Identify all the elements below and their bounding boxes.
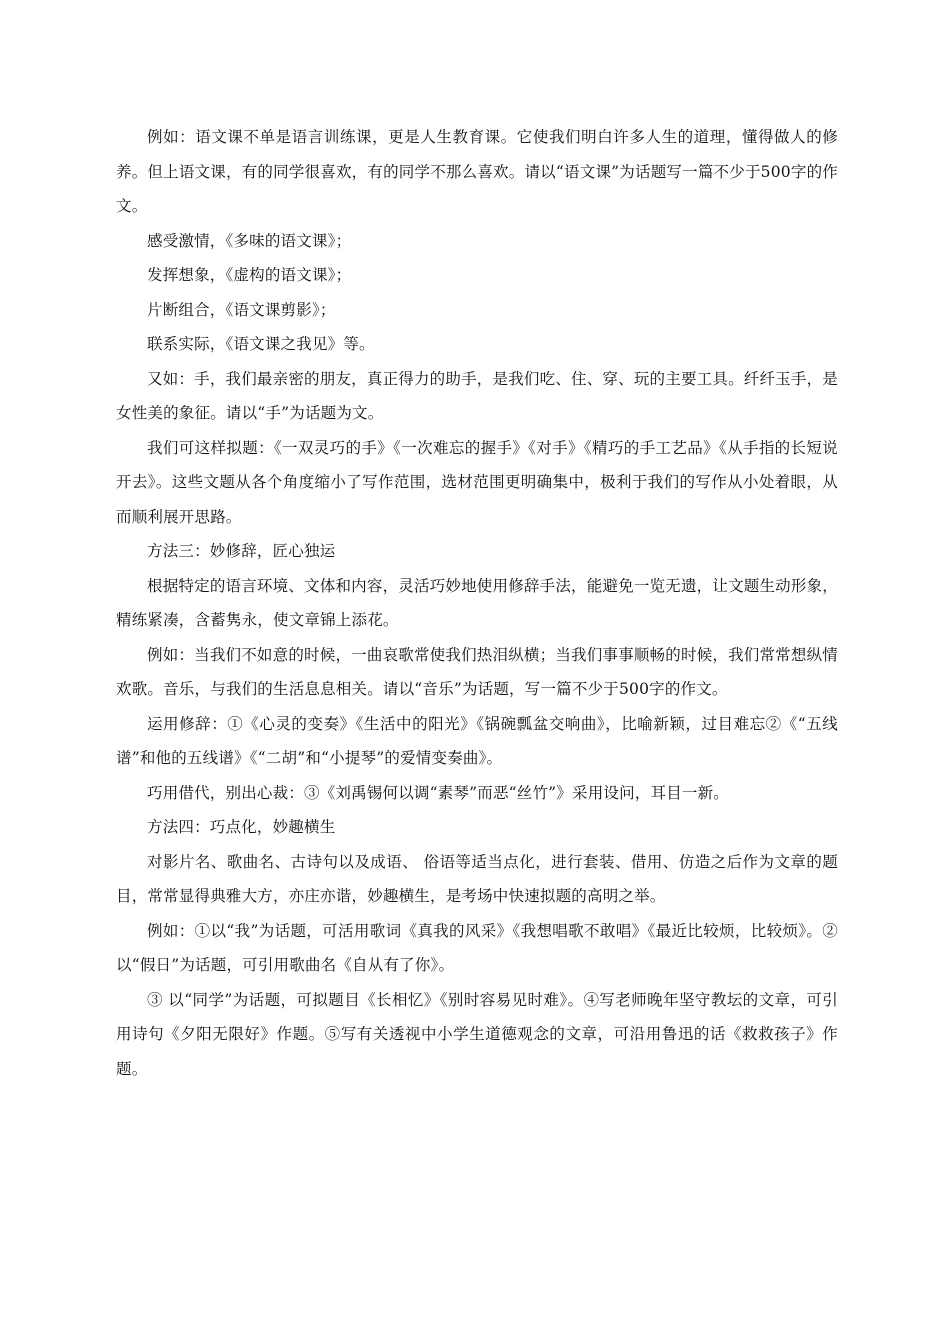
paragraph-example-songs: 例如：①以“我”为话题，可活用歌词《真我的风采》《我想唱歌不敢唱》《最近比较烦，比较烦》。②以“假日”为话题，可引用歌曲名《自从有了你》。 <box>116 921 838 974</box>
paragraph-metonymy: 巧用借代，别出心裁：③《刘禹锡何以调“素琴”而恶“丝竹”》采用设问，耳目一新。 <box>147 783 729 802</box>
document-page <box>116 120 838 1086</box>
paragraph-example-classmates: ③ 以“同学”为话题，可拟题目《长相忆》《别时容易见时难》。④写老师晚年坚守教坛的文章，可引用诗句《夕阳无限好》作题。⑤写有关透视中小学生道德观念的文章，可沿用鲁迅的话《救救孩子》作题。 <box>116 990 838 1078</box>
paragraph-example-hand: 又如：手，我们最亲密的朋友，真正得力的助手，是我们吃、住、穿、玩的主要工具。纤纤玉手，是女性美的象征。请以“手”为话题为文。 <box>116 369 838 422</box>
paragraph-hand-titles: 我们可这样拟题：《一双灵巧的手》《一次难忘的握手》《对手》《精巧的手工艺品》《从手指的长短说开去》。这些文题从各个角度缩小了写作范围，选材范围更明确集中，极利于我们的写作从小处着眼，从而顺利展开思路。 <box>116 438 838 526</box>
paragraph-title-feeling: 感受激情，《多味的语文课》； <box>147 231 352 250</box>
heading-method-four: 方法四：巧点化，妙趣横生 <box>147 818 336 836</box>
paragraph-adaptation-explanation: 对影片名、歌曲名、古诗句以及成语、 俗语等适当点化，进行套装、借用、仿造之后作为文章的题目，常常显得典雅大方，亦庄亦谐，妙趣横生，是考场中快速拟题的高明之举。 <box>116 852 838 905</box>
paragraph-title-reality: 联系实际，《语文课之我见》等。 <box>147 335 375 353</box>
paragraph-title-fragments: 片断组合，《语文课剪影》； <box>147 300 336 319</box>
paragraph-example-music: 例如：当我们不如意的时候，一曲哀歌常使我们热泪纵横；当我们事事顺畅的时候，我们常常想纵情欢歌。音乐，与我们的生活息息相关。请以“音乐”为话题，写一篇不少于500字的作文。 <box>116 645 838 698</box>
paragraph-title-imagination: 发挥想象，《虚构的语文课》； <box>147 266 352 284</box>
paragraph-example-chinese-class: 例如：语文课不单是语言训练课，更是人生教育课。它使我们明白许多人生的道理，懂得做人的修养。但上语文课，有的同学很喜欢，有的同学不那么喜欢。请以“语文课”为话题写一篇不少于500字的作文。 <box>116 128 838 215</box>
paragraph-rhetoric-usage: 运用修辞：①《心灵的变奏》《生活中的阳光》《锅碗瓢盆交响曲》，比喻新颖，过目难忘②《“五线谱”和他的五线谱》《“二胡”和“小提琴”的爱情变奏曲》。 <box>116 714 838 767</box>
heading-method-three: 方法三：妙修辞，匠心独运 <box>147 542 336 560</box>
paragraph-rhetoric-explanation: 根据特定的语言环境、文体和内容，灵活巧妙地使用修辞手法，能避免一览无遗，让文题生动形象，精练紧凑，含蓄隽永，使文章锦上添花。 <box>116 576 838 629</box>
